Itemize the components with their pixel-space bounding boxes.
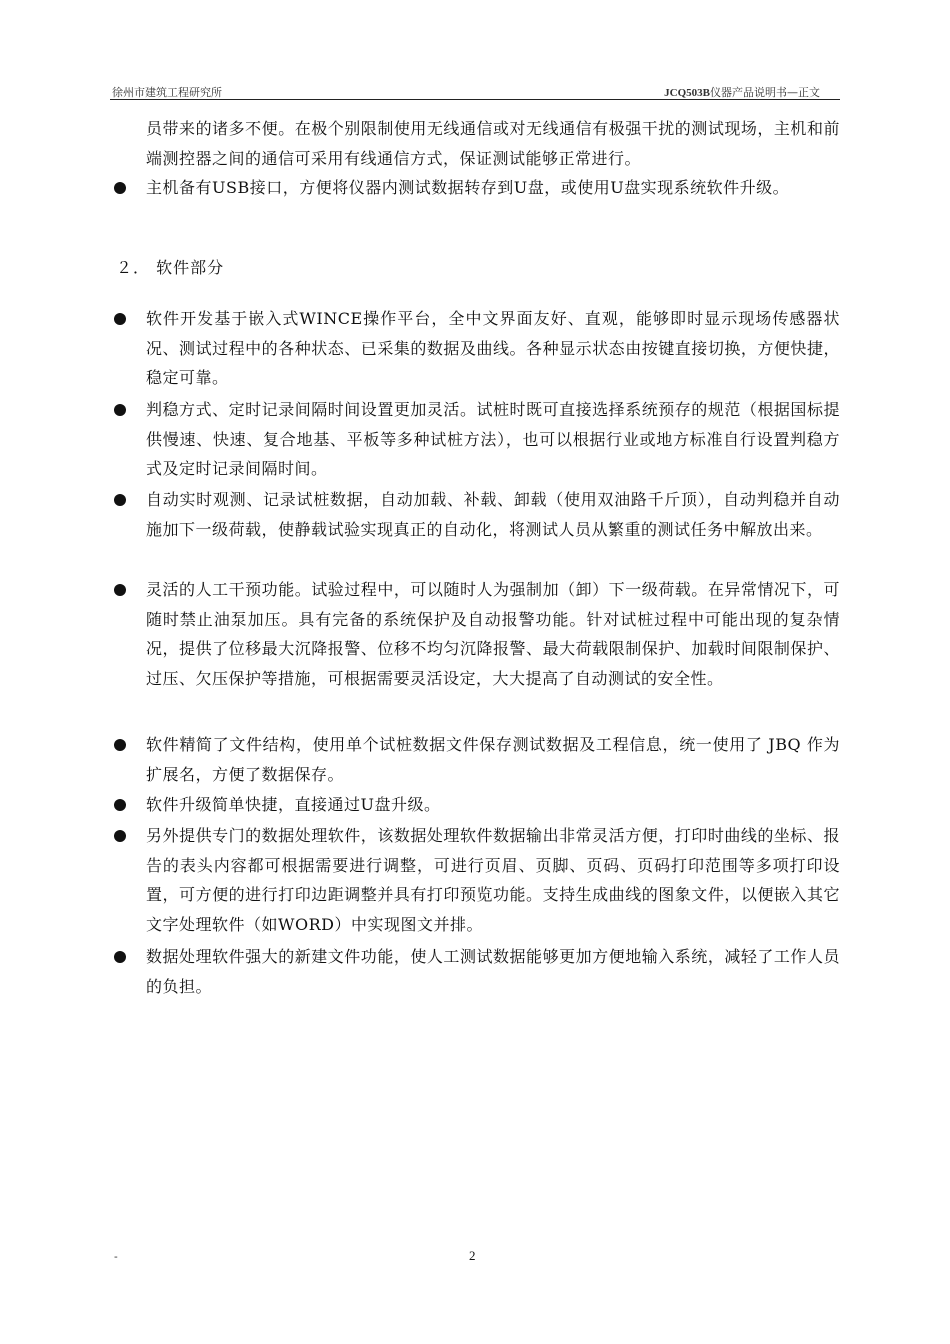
list-item: [146, 790, 840, 820]
list-item: [146, 304, 840, 393]
list-item-text: 软件升级简单快捷，直接通过U盘升级。: [146, 795, 441, 814]
continuation-paragraph: [146, 114, 840, 173]
header-rule: [110, 99, 840, 100]
list-item-text: 软件开发基于嵌入式WINCE操作平台，全中文界面友好、直观，能够即时显示现场传感器状况、测试过程中的各种状态、已采集的数据及曲线。各种显示状态由按键直接切换，方便快捷，稳定可靠。: [146, 309, 840, 387]
header-product-code: JCQ503B: [664, 87, 710, 99]
list-item-text: 自动实时观测、记录试桩数据，自动加载、补载、卸载（使用双油路千斤顶），自动判稳并自动施加下一级荷载，使静载试验实现真正的自动化，将测试人员从繁重的测试任务中解放出来。: [146, 490, 840, 539]
list-item-text: 软件精简了文件结构，使用单个试桩数据文件保存测试数据及工程信息，统一使用了 JBQ 作为扩展名，方便了数据保存。: [146, 735, 840, 784]
bullet-icon: [114, 799, 126, 811]
bullet-icon: [114, 584, 126, 596]
bullet-icon: [114, 830, 126, 842]
section-heading: ２． 软件部分: [116, 258, 225, 277]
list-item: [146, 173, 840, 203]
list-item: [146, 575, 840, 693]
paragraph-text: 员带来的诸多不便。在极个别限制使用无线通信或对无线通信有极强干扰的测试现场，主机和前端测控器之间的通信可采用有线通信方式，保证测试能够正常进行。: [146, 119, 840, 168]
list-item: [146, 485, 840, 544]
bullet-icon: [114, 739, 126, 751]
header-document-title: [664, 84, 820, 100]
bullet-icon: [114, 404, 126, 416]
bullet-icon: [114, 494, 126, 506]
footer-dash: -: [114, 1250, 118, 1263]
header-doc-label: 仪器产品说明书—正文: [710, 86, 820, 99]
list-item-text: 灵活的人工干预功能。试验过程中，可以随时人为强制加（卸）下一级荷载。在异常情况下，可随时禁止油泵加压。具有完备的系统保护及自动报警功能。针对试桩过程中可能出现的复杂情况，提供了位移最大沉降报警、位移不均匀沉降报警、最大荷载限制保护、加载时间限制保护、过压、欠压保护等措施，可根据需要灵活设定，大大提高了自动测试的安全性。: [146, 580, 840, 688]
bullet-icon: [114, 951, 126, 963]
list-item-text: 另外提供专门的数据处理软件，该数据处理软件数据输出非常灵活方便，打印时曲线的坐标、报告的表头内容都可根据需要进行调整，可进行页眉、页脚、页码、页码打印范围等多项打印设置，可方便的进行打印边距调整并具有打印预览功能。支持生成曲线的图象文件，以便嵌入其它文字处理软件（如WORD）中实现图文并排。: [146, 826, 840, 934]
list-item: [146, 942, 840, 1001]
page-header: [110, 84, 840, 100]
list-item-text: 主机备有USB接口，方便将仪器内测试数据转存到U盘，或使用U盘实现系统软件升级。: [146, 178, 790, 197]
header-organization: 徐州市建筑工程研究所: [112, 86, 222, 99]
list-item: [146, 730, 840, 789]
bullet-icon: [114, 313, 126, 325]
list-item-text: 数据处理软件强大的新建文件功能，使人工测试数据能够更加方便地输入系统，减轻了工作人员的负担。: [146, 947, 840, 996]
page-number: 2: [469, 1248, 476, 1263]
list-item: [146, 395, 840, 484]
bullet-icon: [114, 182, 126, 194]
list-item-text: 判稳方式、定时记录间隔时间设置更加灵活。试桩时既可直接选择系统预存的规范（根据国标提供慢速、快速、复合地基、平板等多种试桩方法），也可以根据行业或地方标准自行设置判稳方式及定时记录间隔时间。: [146, 400, 840, 478]
list-item: [146, 821, 840, 939]
